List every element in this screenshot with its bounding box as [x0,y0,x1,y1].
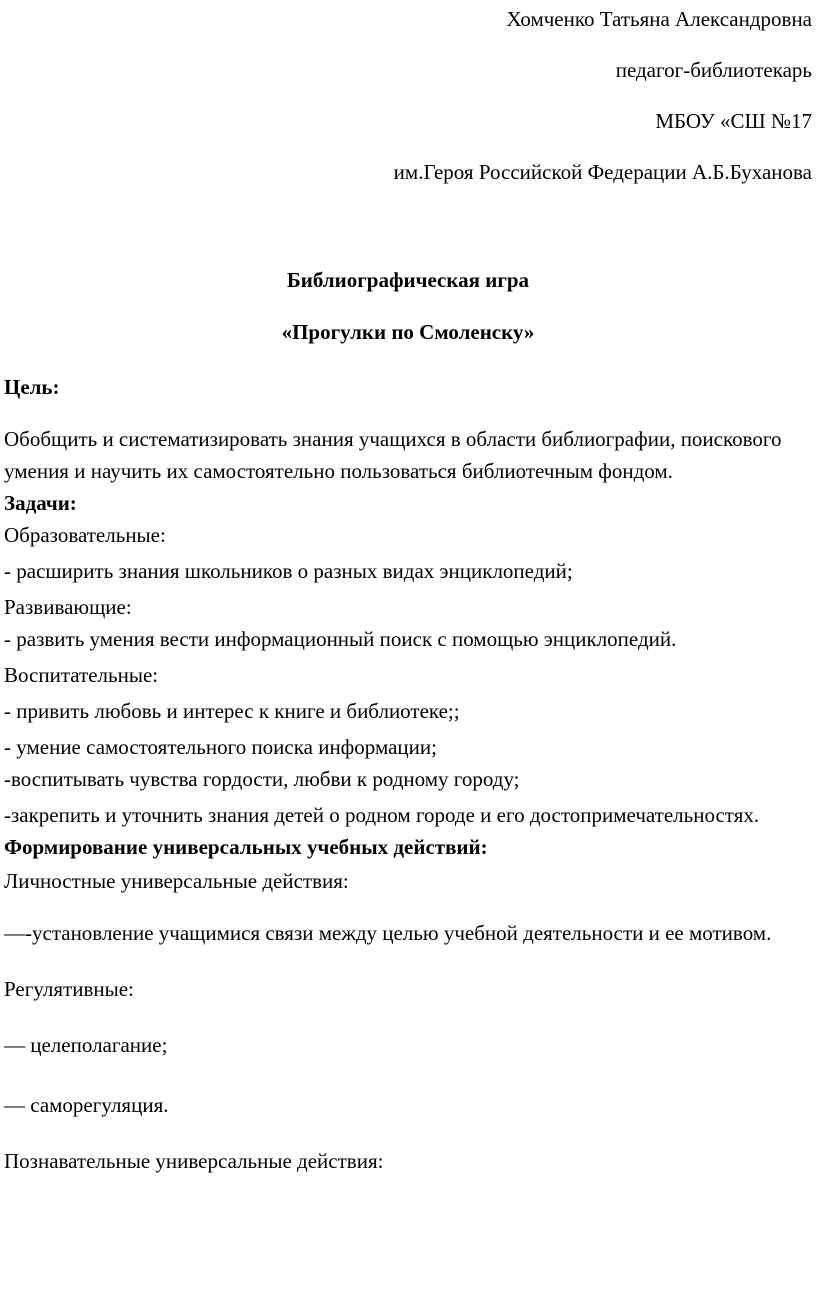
uud-regulatory-label: Регулятивные: [4,977,134,1001]
tasks-educational-label: Образовательные: [4,523,166,547]
author-role: педагог-библиотекарь [615,58,812,82]
uud-personal-item: —-установление учащимися связи между целью учебной деятельности и ее мотивом. [4,921,772,945]
tasks-developmental-label: Развивающие: [4,595,132,619]
tasks-educative-item: - умение самостоятельного поиска информации; [4,735,437,759]
uud-regulatory-item: — саморегуляция. [4,1093,169,1117]
tasks-heading: Задачи: [4,491,77,515]
uud-heading: Формирование универсальных учебных действий: [4,835,488,859]
school-name-line1: МБОУ «СШ №17 [655,109,812,133]
tasks-educational-item: - расширить знания школьников о разных видах энциклопедий; [4,559,573,583]
uud-regulatory-item: — целеполагание; [4,1033,168,1057]
tasks-educative-item: -закрепить и уточнить знания детей о родном городе и его достопримечательностях. [4,803,760,827]
school-name-line2: им.Героя Российской Федерации А.Б.Буханова [393,160,812,184]
goal-heading: Цель: [4,375,60,399]
tasks-educative-item: -воспитывать чувства гордости, любви к родному городу; [4,767,520,791]
tasks-educative-label: Воспитательные: [4,663,159,687]
uud-cognitive-label: Познавательные универсальные действия: [4,1149,384,1173]
goal-paragraph: Обобщить и систематизировать знания учащихся в области библиографии, поискового умения и научить их самостоятельно пользоваться библиотечным фондом. [4,427,782,483]
tasks-developmental-item: - развить умения вести информационный поиск с помощью энциклопедий. [4,627,677,651]
document-title-line1: Библиографическая игра [286,268,530,292]
uud-personal-label: Личностные универсальные действия: [4,869,349,893]
tasks-educative-item: - привить любовь и интерес к книге и библиотеке;; [4,699,460,723]
author-name: Хомченко Татьяна Александровна [506,7,812,31]
document-title-line2: «Прогулки по Смоленску» [281,320,535,344]
